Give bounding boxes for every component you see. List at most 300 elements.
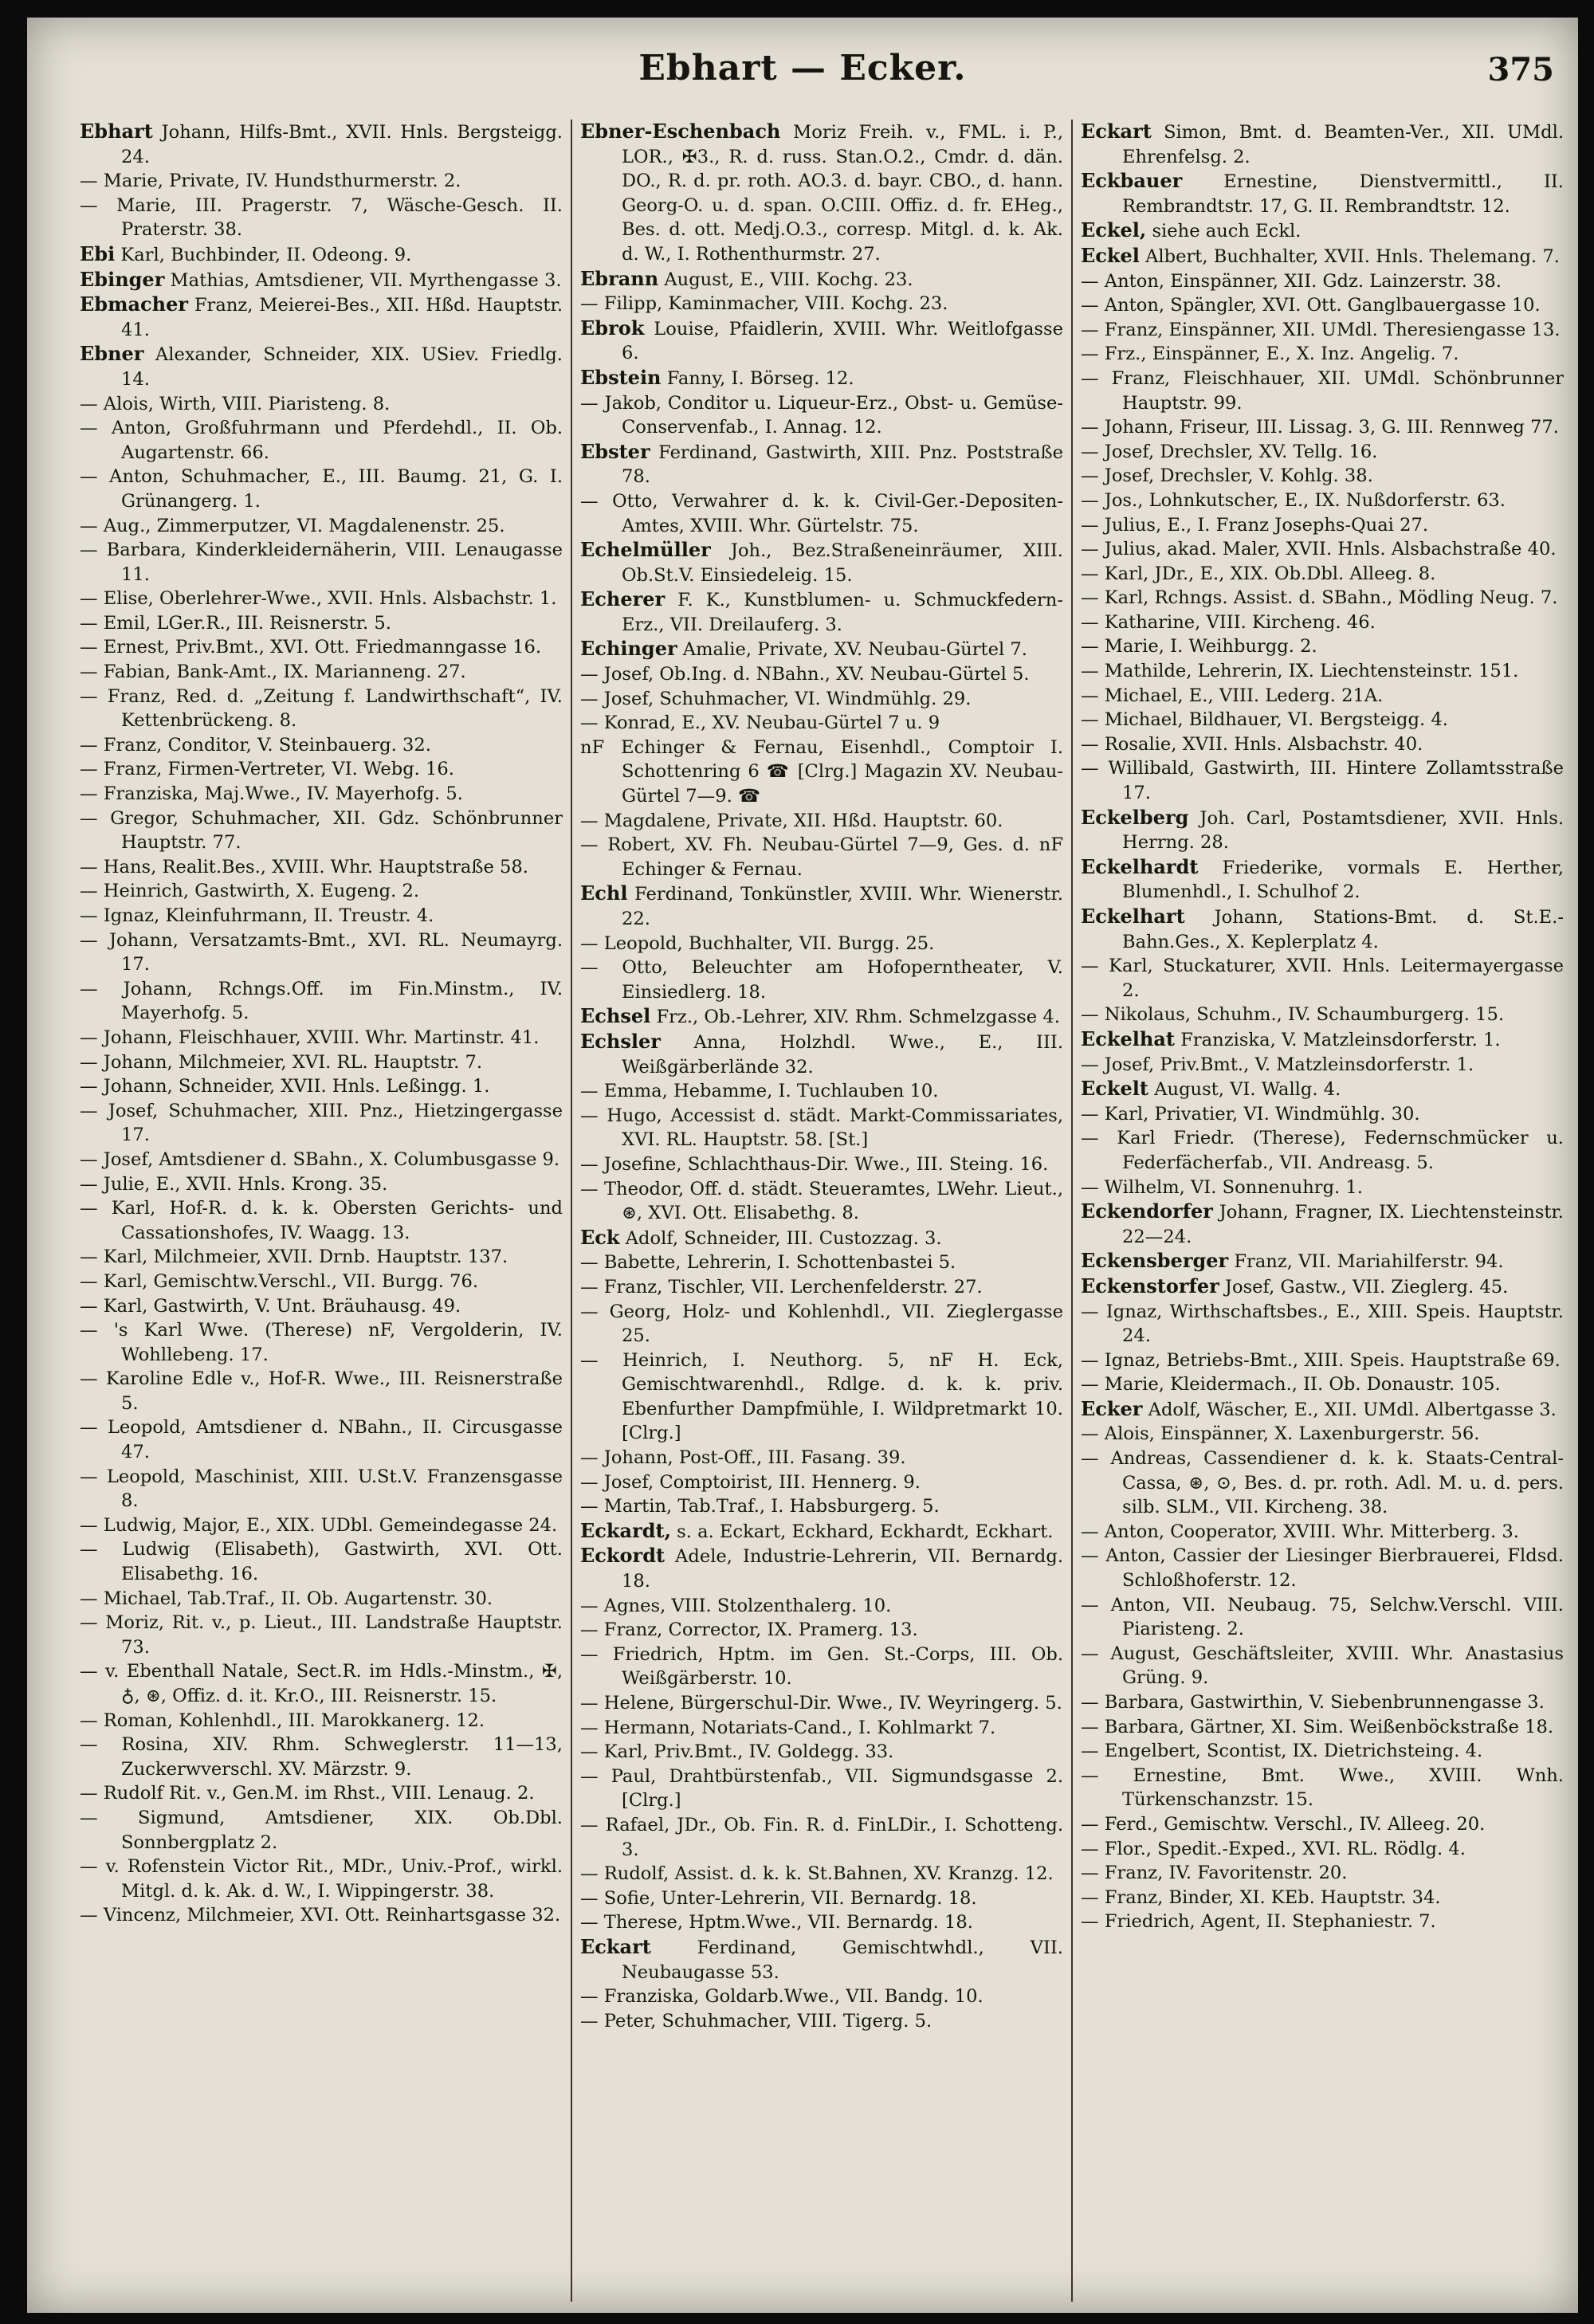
directory-entry: [80, 611, 563, 636]
entry-text: — Ignaz, Betriebs-Bmt., XIII. Speis. Hauptstraße 69.: [1081, 1349, 1561, 1371]
running-title: Ebhart — Ecker.: [638, 48, 967, 88]
directory-entry: [580, 587, 1063, 637]
directory-entry: [1081, 806, 1564, 855]
directory-entry: [80, 807, 563, 855]
directory-entry: [1081, 1199, 1564, 1249]
entry-text: — Willibald, Gastwirth, III. Hintere Zollamtsstraße 17.: [1081, 758, 1564, 804]
directory-entry: [1081, 1348, 1564, 1373]
column-divider: [571, 120, 572, 2302]
entry-text: — Julius, E., I. Franz Josephs-Quai 27.: [1081, 514, 1429, 536]
entry-text: — Ignaz, Wirthschaftsbes., E., XIII. Speis. Hauptstr. 24.: [1081, 1301, 1564, 1347]
directory-entry: [1081, 1520, 1564, 1545]
directory-entry: [80, 1294, 563, 1319]
entry-text: — Magdalene, Private, XII. Hßd. Hauptstr. 60.: [580, 810, 1003, 831]
entry-text: — Franz, Corrector, IX. Pramerg. 13.: [580, 1619, 918, 1641]
entry-text: — Theodor, Off. d. städt. Steueramtes, LWehr. Lieut., ⊛, XVI. Ott. Elisabethg. 8.: [580, 1178, 1063, 1224]
entry-surname: Eckart: [1081, 120, 1152, 143]
directory-entry: [1081, 1886, 1564, 1910]
entry-text: — Leopold, Amtsdiener d. NBahn., II. Circusgasse 47.: [80, 1417, 563, 1463]
entry-text: — Josef, Comptoirist, III. Hennerg. 9.: [580, 1471, 921, 1493]
directory-entry: [1081, 120, 1564, 169]
entry-text: — v. Ebenthall Natale, Sect.R. im Hdls.-Minstm., ✠, ♁, ⊛, Offiz. d. it. Kr.O., III. Reisnerstr. 15.: [80, 1661, 563, 1706]
directory-entry: [80, 977, 563, 1026]
entry-surname: Echl: [580, 881, 628, 905]
directory-entry: [580, 1716, 1063, 1741]
entry-text: — Hans, Realit.Bes., XVIII. Whr. Hauptstraße 58.: [80, 856, 528, 877]
directory-entry: [1081, 1447, 1564, 1520]
entry-text: — Johann, Friseur, III. Lissag. 3, G. III. Rennweg 77.: [1081, 417, 1559, 438]
directory-entry: [80, 1587, 563, 1611]
directory-entry: [80, 587, 563, 611]
entry-surname: Ebner-Eschenbach: [580, 120, 781, 143]
directory-entry: [80, 1465, 563, 1513]
entry-text: — Anton, VII. Neubaug. 75, Selchw.Verschl. VIII. Piaristeng. 2.: [1081, 1594, 1564, 1640]
directory-entry: [1081, 513, 1564, 538]
directory-entry: [580, 833, 1063, 881]
directory-columns: [80, 120, 1562, 2303]
directory-entry: [80, 242, 563, 268]
entry-text: — Engelbert, Scontist, IX. Dietrichsteing. 4.: [1081, 1741, 1483, 1762]
directory-entry: [1081, 732, 1564, 757]
entry-text: Josef, Gastw., VII. Zieglerg. 45.: [1219, 1276, 1509, 1297]
entry-text: — Josef, Ob.Ing. d. NBahn., XV. Neubau-Gürtel 5.: [580, 664, 1030, 685]
entry-text: — Johann, Post-Off., III. Fasang. 39.: [580, 1447, 906, 1469]
directory-entry: [580, 1910, 1063, 1935]
directory-entry: [580, 2009, 1063, 2034]
directory-entry: [80, 1415, 563, 1464]
entry-text: — Karl, Privatier, VI. Windmühlg. 30.: [1081, 1103, 1420, 1125]
directory-entry: [580, 1250, 1063, 1275]
entry-text: — Frz., Einspänner, E., X. Inz. Angelig. 7.: [1081, 343, 1459, 365]
entry-text: — Vincenz, Milchmeier, XVI. Ott. Reinhartsgasse 32.: [80, 1905, 561, 1926]
directory-entry: [580, 292, 1063, 316]
entry-surname: Eck: [580, 1225, 620, 1249]
column-1: [80, 120, 563, 2302]
entry-text: — Ernest, Priv.Bmt., XVI. Ott. Friedmanngasse 16.: [80, 637, 542, 658]
directory-entry: [80, 392, 563, 417]
directory-entry: [1081, 1249, 1564, 1274]
directory-entry: [80, 1148, 563, 1172]
directory-page: [27, 18, 1578, 2313]
entry-text: — Josef, Amtsdiener d. SBahn., X. Columbusgasse 9.: [80, 1148, 560, 1170]
directory-entry: [580, 1886, 1063, 1911]
directory-entry: [1081, 756, 1564, 805]
directory-entry: [80, 514, 563, 539]
directory-entry: [1081, 855, 1564, 905]
entry-text: — Alois, Wirth, VIII. Piaristeng. 8.: [80, 393, 391, 414]
directory-entry: [580, 1177, 1063, 1226]
directory-entry: [80, 1074, 563, 1099]
entry-text: — Franz, Red. d. „Zeitung f. Landwirthschaft“, IV. Kettenbrückeng. 8.: [80, 685, 563, 732]
entry-text: — Therese, Hptm.Wwe., VII. Bernardg. 18.: [580, 1912, 973, 1933]
entry-text: Amalie, Private, XV. Neubau-Gürtel 7.: [677, 639, 1027, 661]
entry-text: — Jakob, Conditor u. Liqueur-Erz., Obst- u. Gemüse-Conservenfab., I. Annag. 12.: [580, 392, 1063, 438]
entry-text: — Friedrich, Hptm. im Gen. St.-Corps, III. Ob. Weißgärberstr. 10.: [580, 1643, 1063, 1690]
entry-text: — Andreas, Cassendiener d. k. k. Staats-Central-Cassa, ⊛, ⊙, Bes. d. pr. roth. Adl. M. u. d. pers. silb. SLM., VII. Kircheng. 38.: [1081, 1448, 1564, 1518]
directory-entry: [1081, 954, 1564, 1003]
entry-surname: Echinger: [580, 637, 677, 661]
directory-entry: [80, 1537, 563, 1586]
directory-entry: [580, 687, 1063, 712]
entry-text: — Anton, Schuhmacher, E., III. Baumg. 21, G. I. Grünangerg. 1.: [80, 466, 563, 512]
entry-text: — Hugo, Accessist d. städt. Markt-Commissariates, XVI. RL. Hauptstr. 58. [St.]: [580, 1105, 1063, 1151]
directory-entry: [80, 1196, 563, 1245]
entry-text: — Barbara, Gärtner, XI. Sim. Weißenböckstraße 18.: [1081, 1716, 1554, 1737]
entry-text: — Michael, Bildhauer, VI. Bergsteigg. 4.: [1081, 709, 1448, 731]
directory-entry: [1081, 1176, 1564, 1200]
entry-text: — Nikolaus, Schuhm., IV. Schaumburgerg. 15.: [1081, 1004, 1505, 1026]
directory-entry: [580, 366, 1063, 391]
entry-text: — Josef, Drechsler, V. Kohlg. 38.: [1081, 465, 1373, 487]
directory-entry: [580, 1740, 1063, 1765]
directory-entry: [80, 904, 563, 928]
entry-text: — Johann, Rchngs.Off. im Fin.Minstm., IV. Mayerhofg. 5.: [80, 978, 563, 1024]
directory-entry: [580, 1348, 1063, 1446]
directory-entry: [80, 733, 563, 758]
column-3: [1081, 120, 1564, 2302]
entry-surname: Ebhart: [80, 120, 153, 143]
directory-entry: [1081, 562, 1564, 587]
directory-entry: [80, 194, 563, 242]
entry-text: — Josef, Schuhmacher, VI. Windmühlg. 29.: [580, 688, 972, 709]
directory-entry: [80, 635, 563, 660]
entry-text: — Hermann, Notariats-Cand., I. Kohlmarkt 7.: [580, 1717, 996, 1738]
entry-text: — Barbara, Kinderkleidernäherin, VIII. Lenaugasse 11.: [80, 540, 563, 585]
directory-entry: [80, 342, 563, 391]
directory-entry: [1081, 1910, 1564, 1934]
entry-surname: Eckelt: [1081, 1077, 1149, 1101]
entry-text: nF Echinger & Fernau, Eisenhdl., Comptoir I. Schottenring 6 ☎ [Clrg.] Magazin XV. Neubau-Gürtel 7—9. ☎: [580, 736, 1063, 807]
directory-entry: [1081, 684, 1564, 709]
entry-surname: Eckelhardt: [1081, 854, 1199, 878]
entry-text: Alexander, Schneider, XIX. USiev. Friedlg. 14.: [121, 344, 563, 390]
entry-text: — Agnes, VIII. Stolzenthalerg. 10.: [580, 1595, 892, 1616]
entry-text: — Karl, Stuckaturer, XVII. Hnls. Leitermayergasse 2.: [1081, 956, 1564, 1001]
directory-entry: [1081, 634, 1564, 659]
directory-entry: [580, 1446, 1063, 1470]
entry-text: — Franz, Firmen-Vertreter, VI. Webg. 16.: [80, 759, 454, 780]
entry-text: — Ludwig, Major, E., XIX. UDbl. Gemeindegasse 24.: [80, 1514, 558, 1536]
entry-text: — Franz, Einspänner, XII. UMdl. Theresiengasse 13.: [1081, 319, 1561, 340]
entry-text: — Ernestine, Bmt. Wwe., XVIII. Wnh. Türkenschanzstr. 15.: [1081, 1765, 1564, 1811]
entry-surname: Eckelhart: [1081, 905, 1185, 928]
directory-entry: [580, 391, 1063, 440]
entry-text: August, E., VIII. Kochg. 23.: [658, 269, 913, 290]
entry-text: — Karl, JDr., E., XIX. Ob.Dbl. Alleeg. 8.: [1081, 563, 1436, 584]
entry-text: — Leopold, Maschinist, XIII. U.St.V. Franzensgasse 8.: [80, 1466, 563, 1512]
entry-text: — Anton, Cassier der Liesinger Bierbrauerei, Fldsd. Schloßhoferstr. 12.: [1081, 1545, 1564, 1592]
directory-entry: [80, 538, 563, 587]
entry-text: Simon, Bmt. d. Beamten-Ver., XII. UMdl. Ehrenfelsg. 2.: [1122, 122, 1564, 167]
directory-entry: [80, 416, 563, 465]
entry-text: — Anton, Großfuhrmann und Pferdehdl., II. Ob. Augartenstr. 66.: [80, 418, 563, 463]
directory-entry: [1081, 905, 1564, 954]
directory-entry: [80, 1659, 563, 1708]
entry-text: — Franz, IV. Favoritenstr. 20.: [1081, 1863, 1348, 1884]
directory-entry: [580, 1152, 1063, 1177]
directory-entry: [580, 120, 1063, 267]
entry-surname: Ebner: [80, 342, 144, 366]
directory-entry: [80, 1172, 563, 1197]
entry-surname: Eckordt: [580, 1544, 665, 1568]
entry-text: — Franziska, Maj.Wwe., IV. Mayerhofg. 5.: [80, 783, 463, 805]
directory-entry: [1081, 1397, 1564, 1423]
directory-entry: [580, 1935, 1063, 1984]
directory-entry: [580, 1691, 1063, 1716]
directory-entry: [580, 1594, 1063, 1619]
entry-text: Frz., Ob.-Lehrer, XIV. Rhm. Schmelzgasse 4.: [650, 1007, 1060, 1028]
entry-surname: Ebmacher: [80, 292, 188, 316]
entry-text: Franziska, V. Matzleinsdorferstr. 1.: [1175, 1029, 1501, 1050]
directory-entry: [580, 1643, 1063, 1691]
directory-entry: [1081, 586, 1564, 610]
entry-text: — Moriz, Rit. v., p. Lieut., III. Landstraße Hauptstr. 73.: [80, 1612, 563, 1658]
directory-entry: [580, 1470, 1063, 1495]
directory-entry: [1081, 218, 1564, 244]
entry-surname: Eckel: [1081, 243, 1140, 267]
entry-surname: Eckbauer: [1081, 169, 1183, 193]
entry-text: Adele, Industrie-Lehrerin, VII. Bernardg. 18.: [622, 1546, 1063, 1592]
directory-entry: [80, 268, 563, 293]
entry-text: — Ferd., Gemischtw. Verschl., IV. Alleeg. 20.: [1081, 1813, 1486, 1835]
entry-text: — Sofie, Unter-Lehrerin, VII. Bernardg. 18.: [580, 1887, 977, 1909]
directory-entry: [580, 1030, 1063, 1079]
directory-entry: [580, 1519, 1063, 1545]
directory-entry: [80, 1513, 563, 1538]
entry-text: — Marie, Private, IV. Hundsthurmerstr. 2.: [80, 171, 461, 192]
directory-entry: [1081, 1126, 1564, 1175]
entry-text: — Barbara, Gastwirthin, V. Siebenbrunnengasse 3.: [1081, 1692, 1545, 1713]
directory-entry: [1081, 1544, 1564, 1592]
entry-text: — Michael, Tab.Traf., II. Ob. Augartenstr. 30.: [80, 1588, 493, 1609]
entry-surname: Eckensberger: [1081, 1249, 1229, 1273]
entry-text: Joh. Carl, Postamtsdiener, XVII. Hnls. Herrng. 28.: [1122, 807, 1564, 854]
entry-text: Mathias, Amtsdiener, VII. Myrthengasse 3.: [164, 269, 562, 291]
directory-entry: [580, 1765, 1063, 1813]
entry-surname: Ebrok: [580, 316, 645, 340]
directory-entry: [580, 711, 1063, 736]
entry-text: — Rafael, JDr., Ob. Fin. R. d. FinLDir., I. Schotteng. 3.: [580, 1814, 1063, 1860]
entry-text: — Marie, Kleidermach., II. Ob. Donaustr. 105.: [1081, 1374, 1501, 1396]
entry-text: Anna, Holzhdl. Wwe., E., III. Weißgärberlände 32.: [622, 1031, 1063, 1078]
directory-entry: [80, 169, 563, 194]
column-divider: [1071, 120, 1073, 2302]
entry-text: Moriz Freih. v., FML. i. P., LOR., ✠3., R. d. russ. Stan.O.2., Cmdr. d. dän. DO., R. d. pr. roth. AO.3. d. bayr. CBO., d. hann. Georg-O. u. d. span. O.CIII. Offiz. d. fr. EHeg., Bes. d. ott. Medj.O.3., corresp. Mitgl. d. k. Ak. d. W., I. Rothenthurmstr. 27.: [622, 122, 1063, 265]
entry-text: — Karl, Gastwirth, V. Unt. Bräuhausg. 49.: [80, 1295, 461, 1317]
directory-entry: [1081, 415, 1564, 440]
directory-entry: [580, 1226, 1063, 1251]
directory-entry: [580, 267, 1063, 292]
entry-text: Franz, Meierei-Bes., XII. Hßd. Hauptstr. 41.: [121, 295, 563, 340]
entry-text: — Fabian, Bank-Amt., IX. Marianneng. 27.: [80, 661, 466, 683]
directory-entry: [580, 1813, 1063, 1862]
directory-entry: [80, 1367, 563, 1415]
entry-text: — Leopold, Buchhalter, VII. Burgg. 25.: [580, 932, 935, 954]
directory-entry: [80, 757, 563, 782]
entry-surname: Ecker: [1081, 1396, 1143, 1420]
directory-entry: [1081, 1422, 1564, 1447]
directory-entry: [1081, 1003, 1564, 1027]
directory-entry: [1081, 1372, 1564, 1397]
directory-entry: [1081, 269, 1564, 294]
directory-entry: [1081, 1861, 1564, 1886]
directory-entry: [80, 120, 563, 169]
directory-entry: [580, 1300, 1063, 1348]
directory-entry: [80, 1099, 563, 1148]
entry-text: — Johann, Schneider, XVII. Hnls. Leßingg. 1.: [80, 1076, 490, 1097]
entry-text: — Anton, Cooperator, XVIII. Whr. Mitterberg. 3.: [1081, 1521, 1519, 1542]
entry-surname: Eckel,: [1081, 218, 1147, 242]
directory-entry: [80, 855, 563, 880]
entry-text: — Mathilde, Lehrerin, IX. Liechtensteinstr. 151.: [1081, 661, 1519, 682]
entry-text: Adolf, Wäscher, E., XII. UMdl. Albertgasse 3.: [1142, 1399, 1557, 1420]
entry-surname: Echelmüller: [580, 538, 711, 562]
entry-text: — Friedrich, Agent, II. Stephaniestr. 7.: [1081, 1911, 1436, 1933]
entry-text: — Josefine, Schlachthaus-Dir. Wwe., III. Steing. 16.: [580, 1153, 1049, 1175]
entry-text: — Rosalie, XVII. Hnls. Alsbachstr. 40.: [1081, 733, 1423, 755]
entry-text: — Marie, III. Pragerstr. 7, Wäsche-Gesch. II. Praterstr. 38.: [80, 194, 563, 241]
directory-entry: [1081, 293, 1564, 318]
directory-entry: [580, 1544, 1063, 1593]
directory-entry: [1081, 318, 1564, 343]
entry-text: — Karl, Milchmeier, XVII. Drnb. Hauptstr. 137.: [80, 1246, 508, 1268]
entry-text: — Julius, akad. Maler, XVII. Hnls. Alsbachstraße 40.: [1081, 539, 1557, 560]
entry-text: — Franz, Fleischhauer, XII. UMdl. Schönbrunner Hauptstr. 99.: [1081, 367, 1564, 414]
entry-text: — Julie, E., XVII. Hnls. Krong. 35.: [80, 1173, 388, 1195]
entry-surname: Ebi: [80, 241, 116, 265]
directory-entry: [1081, 1027, 1564, 1053]
entry-surname: Ebstein: [580, 365, 662, 389]
entry-text: — Franz, Binder, XI. KEb. Hauptstr. 34.: [1081, 1886, 1441, 1908]
entry-text: — Gregor, Schuhmacher, XII. Gdz. Schönbrunner Hauptstr. 77.: [80, 807, 563, 854]
entry-surname: Eckenstorfer: [1081, 1274, 1219, 1297]
directory-entry: [80, 1270, 563, 1294]
directory-entry: [80, 685, 563, 733]
directory-entry: [80, 1855, 563, 1903]
entry-surname: Eckelhat: [1081, 1027, 1176, 1050]
entry-text: Albert, Buchhalter, XVII. Hnls. Thelemang. 7.: [1139, 245, 1560, 267]
entry-text: — Karl Friedr. (Therese), Federnschmücker u. Federfächerfab., VII. Andreasg. 5.: [1081, 1128, 1564, 1173]
entry-text: Karl, Buchbinder, II. Odeong. 9.: [115, 244, 412, 265]
entry-text: — Peter, Schuhmacher, VIII. Tigerg. 5.: [580, 2010, 932, 2032]
directory-entry: [80, 1026, 563, 1050]
directory-entry: [580, 956, 1063, 1004]
directory-entry: [1081, 1053, 1564, 1078]
directory-entry: [580, 1494, 1063, 1519]
entry-text: s. a. Eckart, Eckhard, Eckhardt, Eckhart.: [670, 1521, 1054, 1542]
entry-surname: Ebster: [580, 439, 650, 463]
directory-entry: [580, 316, 1063, 366]
directory-entry: [80, 1050, 563, 1075]
directory-entry: [580, 1862, 1063, 1886]
entry-text: — v. Rofenstein Victor Rit., MDr., Univ.-Prof., wirkl. Mitgl. d. k. Ak. d. W., I. Wippingerstr. 38.: [80, 1856, 563, 1902]
entry-text: — Johann, Fleischhauer, XVIII. Whr. Martinstr. 41.: [80, 1027, 540, 1048]
directory-entry: [80, 782, 563, 807]
entry-text: — Emma, Hebamme, I. Tuchlauben 10.: [580, 1081, 939, 1102]
entry-text: F. K., Kunstblumen- u. Schmuckfedern-Erz., VII. Dreilauferg. 3.: [622, 590, 1063, 635]
directory-entry: [1081, 169, 1564, 218]
directory-entry: [1081, 1837, 1564, 1862]
directory-entry: [80, 1245, 563, 1270]
directory-entry: [1081, 1764, 1564, 1812]
entry-text: — August, Geschäftsleiter, XVIII. Whr. Anastasius Grüng. 9.: [1081, 1643, 1564, 1689]
entry-text: — Flor., Spedit.-Exped., XVI. RL. Rödlg. 4.: [1081, 1838, 1466, 1859]
entry-text: — Anton, Einspänner, XII. Gdz. Lainzerstr. 38.: [1081, 270, 1502, 292]
directory-entry: [580, 538, 1063, 587]
entry-surname: Echerer: [580, 587, 665, 611]
entry-text: — Josef, Drechsler, XV. Tellg. 16.: [1081, 441, 1378, 462]
entry-text: — Michael, E., VIII. Lederg. 21A.: [1081, 685, 1384, 706]
entry-text: — Helene, Bürgerschul-Dir. Wwe., IV. Weyringerg. 5.: [580, 1693, 1062, 1714]
entry-text: — Franz, Conditor, V. Steinbauerg. 32.: [80, 734, 431, 756]
entry-text: — Emil, LGer.R., III. Reisnerstr. 5.: [80, 612, 391, 634]
entry-text: — Paul, Drahtbürstenfab., VII. Sigmundsgasse 2. [Clrg.]: [580, 1765, 1063, 1812]
page-header: [27, 40, 1578, 96]
entry-text: — Karl, Rchngs. Assist. d. SBahn., Mödling Neug. 7.: [1081, 587, 1558, 609]
directory-entry: [580, 932, 1063, 956]
entry-text: — Jos., Lohnkutscher, E., IX. Nußdorferstr. 63.: [1081, 489, 1506, 511]
directory-entry: [580, 1004, 1063, 1030]
entry-text: — Otto, Verwahrer d. k. k. Civil-Ger.-Depositen-Amtes, XVIII. Whr. Gürtelstr. 75.: [580, 490, 1063, 536]
directory-entry: [1081, 464, 1564, 489]
entry-text: Johann, Hilfs-Bmt., XVII. Hnls. Bergsteigg. 24.: [121, 122, 563, 167]
entry-text: — Franz, Tischler, VII. Lerchenfelderstr. 27.: [580, 1276, 983, 1297]
directory-entry: [80, 1611, 563, 1659]
entry-text: — Georg, Holz- und Kohlenhdl., VII. Zieglergasse 25.: [580, 1301, 1063, 1347]
entry-text: — Babette, Lehrerin, I. Schottenbastei 5.: [580, 1252, 956, 1274]
entry-surname: Ebinger: [80, 267, 165, 291]
directory-entry: [1081, 342, 1564, 367]
directory-entry: [1081, 244, 1564, 269]
directory-entry: [580, 489, 1063, 538]
entry-text: Franz, VII. Mariahilferstr. 94.: [1228, 1251, 1504, 1273]
entry-text: Ferdinand, Tonkünstler, XVIII. Whr. Wienerstr. 22.: [622, 884, 1063, 929]
entry-text: — Heinrich, Gastwirth, X. Eugeng. 2.: [80, 881, 420, 902]
entry-text: — Rosina, XIV. Rhm. Schweglerstr. 11—13, Zuckerwverschl. XV. Märzstr. 9.: [80, 1734, 563, 1780]
entry-text: — Josef, Schuhmacher, XIII. Pnz., Hietzingergasse 17.: [80, 1100, 563, 1146]
entry-text: — Robert, XV. Fh. Neubau-Gürtel 7—9, Ges. d. nF Echinger & Fernau.: [580, 834, 1063, 880]
directory-entry: [1081, 537, 1564, 562]
entry-text: — Karoline Edle v., Hof-R. Wwe., III. Reisnerstraße 5.: [80, 1368, 563, 1414]
directory-entry: [80, 1903, 563, 1928]
directory-entry: [580, 809, 1063, 834]
entry-surname: Eckardt,: [580, 1518, 671, 1542]
directory-entry: [1081, 1300, 1564, 1348]
entry-text: — Johann, Milchmeier, XVI. RL. Hauptstr. 7.: [80, 1051, 483, 1073]
directory-entry: [80, 1318, 563, 1367]
entry-text: Adolf, Schneider, III. Custozzag. 3.: [619, 1227, 942, 1249]
entry-text: — Otto, Beleuchter am Hofoperntheater, V. Einsiedlerg. 18.: [580, 957, 1063, 1003]
directory-entry: [1081, 1812, 1564, 1837]
entry-text: — Josef, Priv.Bmt., V. Matzleinsdorferstr. 1.: [1081, 1054, 1474, 1075]
entry-text: Johann, Stations-Bmt. d. St.E.-Bahn.Ges., X. Keplerplatz 4.: [1122, 907, 1564, 952]
directory-entry: [1081, 1077, 1564, 1102]
entry-text: Friederike, vormals E. Herther, Blumenhdl., I. Schulhof 2.: [1122, 857, 1564, 903]
entry-surname: Echsel: [580, 1004, 651, 1028]
entry-text: — Ludwig (Elisabeth), Gastwirth, XVI. Ott. Elisabethg. 16.: [80, 1539, 563, 1585]
directory-entry: [580, 1275, 1063, 1300]
directory-entry: [580, 1104, 1063, 1152]
directory-entry: [580, 662, 1063, 687]
directory-entry: [580, 881, 1063, 931]
directory-entry: [580, 1984, 1063, 2009]
directory-entry: [80, 1709, 563, 1733]
directory-entry: [1081, 708, 1564, 732]
directory-entry: [80, 879, 563, 904]
directory-entry: [1081, 489, 1564, 513]
column-2: [580, 120, 1063, 2302]
directory-entry: [80, 928, 563, 977]
